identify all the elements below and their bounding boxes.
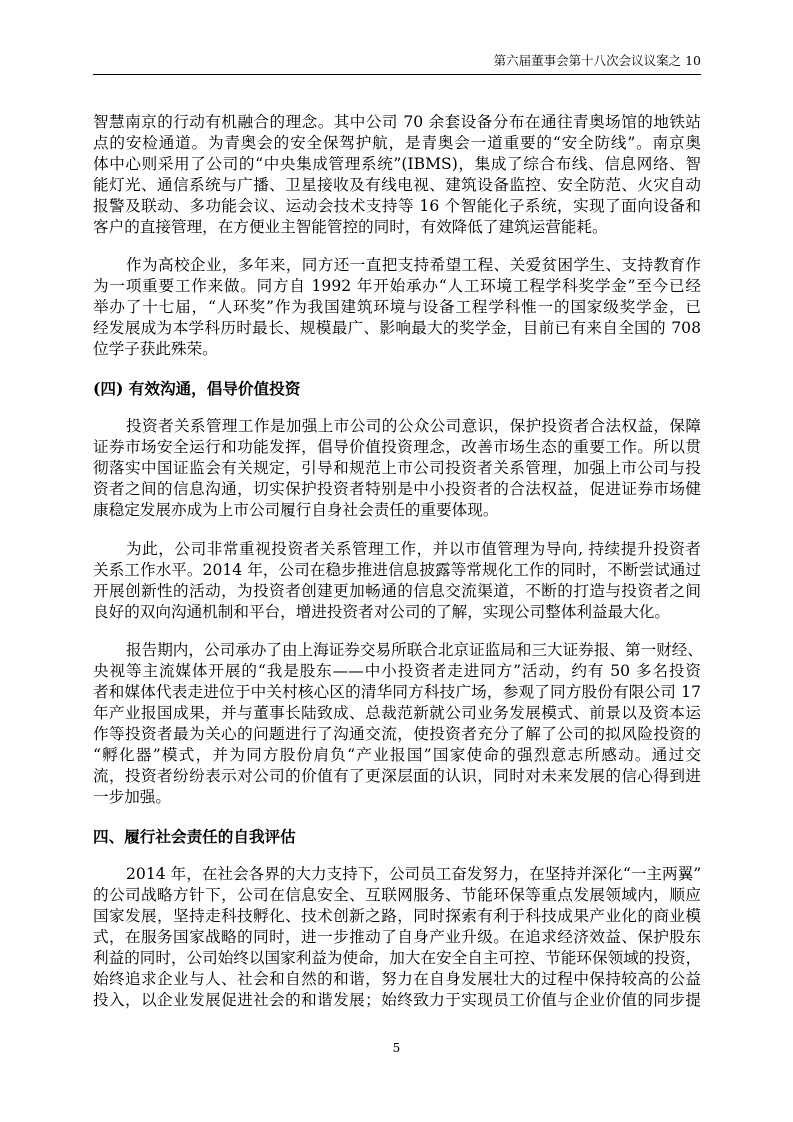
text-line: 始终追求企业与人、社会和自然的和谐，努力在自身发展壮大的过程中保持较高的公益	[93, 970, 701, 988]
paragraph-smart-venue-systems	[93, 112, 701, 238]
text-line: 年产业报国成果，并与董事长陆致成、总裁范新就公司业务发展模式、前景以及资本运	[93, 704, 701, 722]
text-line: 报警及联动、多功能会议、运动会技术支持等 16 个智能化子系统，实现了面向设备和	[93, 196, 701, 215]
text-line: 报告期内，公司承办了由上海证券交易所联合北京证监局和三大证券报、第一财经、	[126, 641, 703, 659]
text-line: 投资者关系管理工作是加强上市公司的公众公司意识，保护投资者合法权益，保障	[126, 417, 701, 435]
paragraph-shareholder-event	[93, 640, 701, 808]
text-line: 作等投资者最为关心的问题进行了沟通交流，使投资者充分了解了公司的拟风险投资的	[93, 725, 701, 743]
paragraph-self-assessment	[93, 864, 701, 1011]
text-line: 资者之间的信息沟通，切实保护投资者特别是中小投资者的合法权益，促进证券市场健	[93, 480, 701, 498]
text-line: 经发展成为本学科历时最长、规模最广、影响最大的奖学金，目前已有来自全国的 708	[93, 319, 701, 337]
text-line: 作为高校企业，多年来，同方还一直把支持希望工程、关爱贫困学生、支持教育作	[126, 256, 701, 274]
text-line: 智慧南京的行动有机融合的理念。其中公司 70 余套设备分布在通往青奥场馆的地铁站	[93, 112, 701, 131]
text-line: 证券市场安全运行和功能发挥，倡导价值投资理念，改善市场生态的重要工作。所以贯	[93, 438, 701, 456]
heading-text: 四、履行社会责任的自我评估	[93, 826, 296, 846]
text-line: 位学子获此殊荣。	[93, 340, 218, 358]
text-line: 开展创新性的活动，为投资者创建更加畅通的信息交流渠道，不断的打造与投资者之间	[93, 581, 701, 600]
text-line: 关系工作水平。2014 年，公司在稳步推进信息披露等常规化工作的同时，不断尝试通过	[93, 560, 701, 579]
text-line: 投入，以企业发展促进社会的和谐发展；始终致力于实现员工价值与企业价值的同步提	[93, 991, 701, 1009]
paragraph-investor-relations-work	[93, 539, 701, 623]
text-line: 良好的双向沟通机制和平台，增进投资者对公司的了解，实现公司整体利益最大化。	[93, 602, 670, 621]
heading-text: (四) 有效沟通，倡导价值投资	[93, 378, 301, 398]
text-line: 利益的同时，公司始终以国家利益为使命，加大在安全自主可控、节能环保领域的投资，	[93, 949, 702, 967]
text-line: 央视等主流媒体开展的“我是股东——中小投资者走进同方”活动，约有 50 多名投资	[93, 662, 701, 680]
paragraph-education-support	[93, 255, 701, 360]
running-header	[93, 53, 701, 69]
text-line: 体中心则采用了公司的“中央集成管理系统”(IBMS)，集成了综合布线、信息网络、智	[93, 154, 701, 173]
header-rule	[93, 74, 701, 75]
text-line: 客户的直接管理，在方便业主智能管控的同时，有效降低了建筑运营能耗。	[93, 217, 608, 236]
text-line: 为此，公司非常重视投资者关系管理工作，并以市值管理为导向, 持续提升投资者	[126, 539, 701, 558]
text-line: 康稳定发展亦成为上市公司履行自身社会责任的重要体现。	[93, 501, 499, 519]
document-body	[93, 112, 701, 1012]
page-number: 5	[392, 1041, 401, 1055]
text-line: 彻落实中国证监会有关规定，引导和规范上市公司投资者关系管理，加强上市公司与投	[93, 459, 701, 477]
text-line: 举办了十七届，“人环奖”作为我国建筑环境与设备工程学科惟一的国家级奖学金，已	[93, 298, 701, 316]
text-line: 流，投资者纷纷表示对公司的价值有了更深层面的认识，同时对未来发展的信心得到进	[93, 767, 701, 785]
running-header-title: 第六届董事会第十八次会议议案之 10	[493, 53, 701, 68]
text-line: 为一项重要工作来做。同方自 1992 年开始承办“人工环境工程学科奖学金”至今已经	[93, 277, 701, 295]
text-line: 2014 年，在社会各界的大力支持下，公司员工奋发努力，在坚持并深化“一主两翼”	[126, 865, 702, 883]
text-line: “孵化器”模式，并为同方股份肩负“产业报国”国家使命的强烈意志所感动。通过交	[93, 746, 701, 764]
paragraph-investor-relations-importance	[93, 416, 701, 521]
text-line: 国家发展，坚持走科技孵化、技术创新之路，同时探索有利于科技成果产业化的商业模	[93, 907, 701, 925]
text-line: 的公司战略方针下，公司在信息安全、互联网服务、节能环保等重点发展领域内，顺应	[93, 886, 701, 904]
text-line: 式，在服务国家战略的同时，进一步推动了自身产业升级。在追求经济效益、保护股东	[93, 928, 701, 946]
text-line: 一步加强。	[93, 788, 171, 806]
section-heading-self-assessment	[93, 826, 701, 847]
section-heading-investor-communication	[93, 378, 701, 399]
text-line: 者和媒体代表走进位于中关村核心区的清华同方科技广场，参观了同方股份有限公司 17	[93, 683, 701, 701]
text-line: 能灯光、通信系统与广播、卫星接收及有线电视、建筑设备监控、安全防范、火灾自动	[93, 175, 701, 194]
text-line: 点的安检通道。为青奥会的安全保驾护航，是青奥会一道重要的“安全防线”。南京奥	[93, 133, 701, 152]
